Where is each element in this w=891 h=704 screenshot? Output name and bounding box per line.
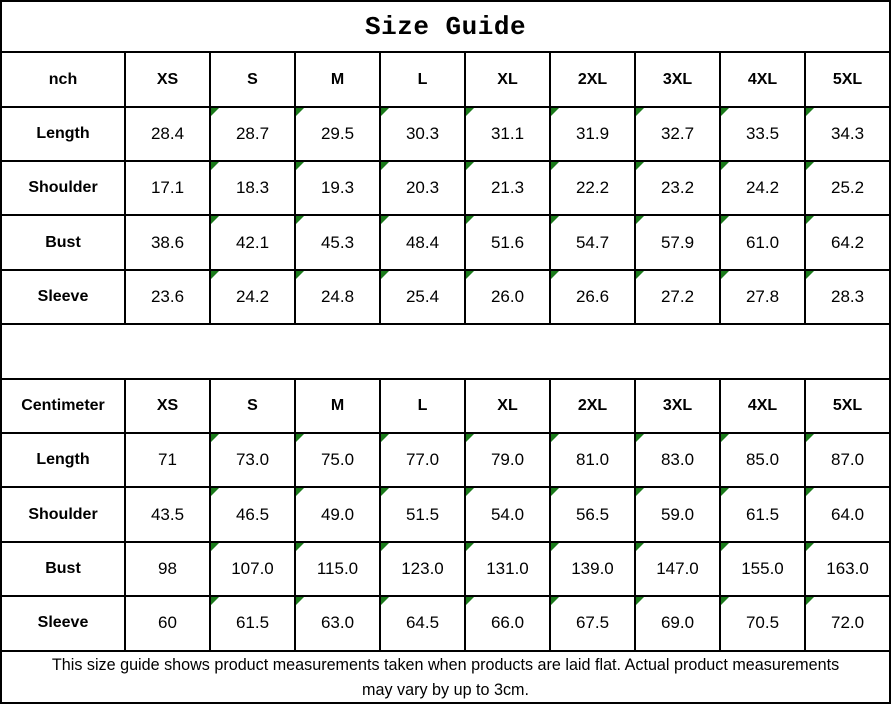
measurement-row-label: Sleeve	[1, 270, 125, 324]
measurement-value-cell: 18.3	[210, 161, 295, 215]
size-column-header: XL	[465, 379, 550, 433]
measurement-value-cell: 34.3	[805, 107, 890, 161]
size-column-header: 5XL	[805, 52, 890, 106]
measurement-row-label: Bust	[1, 542, 125, 596]
measurement-value-cell: 27.2	[635, 270, 720, 324]
table-row	[1, 433, 890, 487]
centimeter-table-section	[1, 379, 890, 651]
measurement-value-cell: 17.1	[125, 161, 210, 215]
measurement-value-cell: 131.0	[465, 542, 550, 596]
measurement-value-cell: 26.6	[550, 270, 635, 324]
measurement-value-cell: 79.0	[465, 433, 550, 487]
unit-label: Centimeter	[1, 379, 125, 433]
measurement-value-cell: 61.0	[720, 215, 805, 269]
size-column-header: XS	[125, 379, 210, 433]
measurement-value-cell: 115.0	[295, 542, 380, 596]
measurement-value-cell: 28.7	[210, 107, 295, 161]
measurement-row-label: Length	[1, 107, 125, 161]
measurement-value-cell: 98	[125, 542, 210, 596]
measurement-value-cell: 38.6	[125, 215, 210, 269]
measurement-value-cell: 20.3	[380, 161, 465, 215]
measurement-value-cell: 63.0	[295, 596, 380, 650]
measurement-value-cell: 25.4	[380, 270, 465, 324]
measurement-value-cell: 73.0	[210, 433, 295, 487]
measurement-value-cell: 51.5	[380, 487, 465, 541]
measurement-value-cell: 81.0	[550, 433, 635, 487]
measurement-value-cell: 147.0	[635, 542, 720, 596]
measurement-value-cell: 29.5	[295, 107, 380, 161]
measurement-row-label: Bust	[1, 215, 125, 269]
title-row	[1, 1, 890, 52]
size-column-header: M	[295, 52, 380, 106]
measurement-value-cell: 27.8	[720, 270, 805, 324]
measurement-row-label: Length	[1, 433, 125, 487]
measurement-value-cell: 54.7	[550, 215, 635, 269]
measurement-value-cell: 64.0	[805, 487, 890, 541]
measurement-value-cell: 33.5	[720, 107, 805, 161]
size-column-header: L	[380, 379, 465, 433]
measurement-value-cell: 77.0	[380, 433, 465, 487]
measurement-value-cell: 72.0	[805, 596, 890, 650]
size-column-header: L	[380, 52, 465, 106]
measurement-value-cell: 67.5	[550, 596, 635, 650]
spacer-row	[1, 324, 890, 378]
table-row	[1, 596, 890, 650]
measurement-value-cell: 21.3	[465, 161, 550, 215]
measurement-value-cell: 30.3	[380, 107, 465, 161]
measurement-row-label: Sleeve	[1, 596, 125, 650]
measurement-value-cell: 28.3	[805, 270, 890, 324]
size-column-header: S	[210, 52, 295, 106]
measurement-value-cell: 70.5	[720, 596, 805, 650]
size-column-header: 2XL	[550, 52, 635, 106]
measurement-value-cell: 139.0	[550, 542, 635, 596]
measurement-value-cell: 61.5	[720, 487, 805, 541]
size-column-header: 3XL	[635, 52, 720, 106]
measurement-value-cell: 66.0	[465, 596, 550, 650]
measurement-value-cell: 46.5	[210, 487, 295, 541]
measurement-value-cell: 24.2	[210, 270, 295, 324]
measurement-value-cell: 75.0	[295, 433, 380, 487]
measurement-value-cell: 57.9	[635, 215, 720, 269]
size-column-header: S	[210, 379, 295, 433]
table-row	[1, 270, 890, 324]
size-column-header: 3XL	[635, 379, 720, 433]
page-title: Size Guide	[1, 1, 890, 52]
measurement-value-cell: 64.5	[380, 596, 465, 650]
measurement-value-cell: 31.9	[550, 107, 635, 161]
measurement-value-cell: 24.2	[720, 161, 805, 215]
measurement-value-cell: 26.0	[465, 270, 550, 324]
size-column-header: 4XL	[720, 52, 805, 106]
measurement-value-cell: 71	[125, 433, 210, 487]
measurement-value-cell: 49.0	[295, 487, 380, 541]
measurement-value-cell: 24.8	[295, 270, 380, 324]
measurement-row-label: Shoulder	[1, 161, 125, 215]
footer-note	[1, 651, 890, 703]
size-column-header: M	[295, 379, 380, 433]
measurement-value-cell: 51.6	[465, 215, 550, 269]
size-column-header: 4XL	[720, 379, 805, 433]
measurement-value-cell: 28.4	[125, 107, 210, 161]
inch-table-section	[1, 52, 890, 324]
unit-label: nch	[1, 52, 125, 106]
measurement-value-cell: 25.2	[805, 161, 890, 215]
measurement-value-cell: 60	[125, 596, 210, 650]
footer-row	[1, 651, 890, 703]
table-row	[1, 487, 890, 541]
measurement-value-cell: 61.5	[210, 596, 295, 650]
measurement-value-cell: 54.0	[465, 487, 550, 541]
table-row	[1, 215, 890, 269]
table-row	[1, 542, 890, 596]
size-column-header: XS	[125, 52, 210, 106]
footer-note-line2: may vary by up to 3cm.	[362, 679, 529, 699]
measurement-value-cell: 23.2	[635, 161, 720, 215]
size-column-header: 2XL	[550, 379, 635, 433]
measurement-value-cell: 107.0	[210, 542, 295, 596]
measurement-value-cell: 69.0	[635, 596, 720, 650]
measurement-value-cell: 19.3	[295, 161, 380, 215]
measurement-value-cell: 22.2	[550, 161, 635, 215]
measurement-value-cell: 32.7	[635, 107, 720, 161]
measurement-value-cell: 163.0	[805, 542, 890, 596]
footer-note-line1: This size guide shows product measurements taken when products are laid flat. Actual product measurements	[51, 654, 840, 674]
measurement-value-cell: 59.0	[635, 487, 720, 541]
measurement-row-label: Shoulder	[1, 487, 125, 541]
measurement-value-cell: 23.6	[125, 270, 210, 324]
measurement-value-cell: 83.0	[635, 433, 720, 487]
table-row	[1, 161, 890, 215]
spacer-cell	[1, 324, 890, 378]
measurement-value-cell: 45.3	[295, 215, 380, 269]
size-column-header: XL	[465, 52, 550, 106]
size-header-row	[1, 379, 890, 433]
table-row	[1, 107, 890, 161]
measurement-value-cell: 48.4	[380, 215, 465, 269]
size-header-row	[1, 52, 890, 106]
measurement-value-cell: 31.1	[465, 107, 550, 161]
measurement-value-cell: 87.0	[805, 433, 890, 487]
measurement-value-cell: 43.5	[125, 487, 210, 541]
measurement-value-cell: 85.0	[720, 433, 805, 487]
measurement-value-cell: 56.5	[550, 487, 635, 541]
size-column-header: 5XL	[805, 379, 890, 433]
measurement-value-cell: 155.0	[720, 542, 805, 596]
measurement-value-cell: 123.0	[380, 542, 465, 596]
measurement-value-cell: 64.2	[805, 215, 890, 269]
measurement-value-cell: 42.1	[210, 215, 295, 269]
